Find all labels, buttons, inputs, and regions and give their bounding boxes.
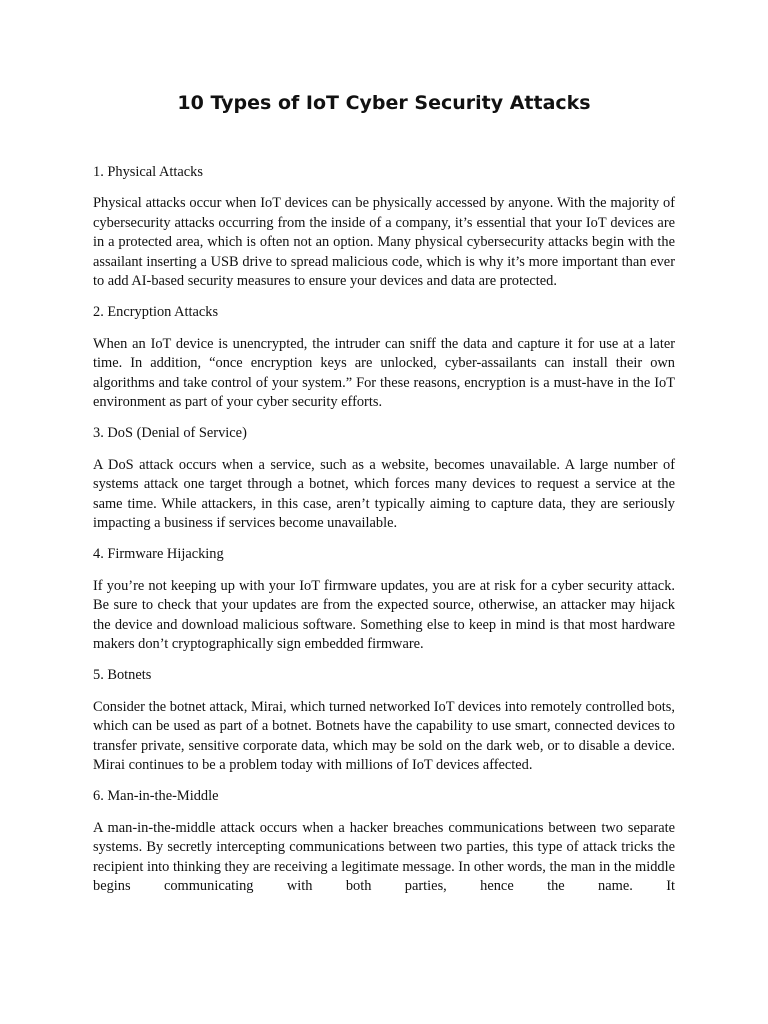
section-man-in-the-middle (93, 787, 675, 896)
section-heading: 3. DoS (Denial of Service) (93, 425, 247, 442)
section-dos (93, 424, 675, 533)
section-heading: 6. Man-in-the-Middle (93, 788, 219, 805)
section-heading: 1. Physical Attacks (93, 164, 203, 180)
section-firmware-hijacking (93, 545, 675, 654)
section-encryption-attacks (93, 303, 675, 412)
section-botnets (93, 666, 675, 775)
section-heading: 2. Encryption Attacks (93, 304, 219, 321)
section-physical-attacks (93, 163, 675, 291)
section-heading: 4. Firmware Hijacking (93, 546, 224, 563)
section-paragraph: If you’re not keeping up with your IoT firmware updates, you are at risk for a cyber security attack. Be sure to check that your updates are from the expected source, otherwise, an attacker may hijack the device and download malicious software. Something else to keep in mind is that most hardware makers don’t cryptographically sign embedded firmware. (93, 577, 675, 653)
document-body (93, 163, 675, 908)
document-title: 10 Types of IoT Cyber Security Attacks (177, 92, 591, 114)
section-paragraph: When an IoT device is unencrypted, the intruder can sniff the data and capture it for use at a later time. In addition, “once encryption keys are unlocked, cyber-assailants can install their own algorithms and take control of your system.” For these reasons, encryption is a must-have in the IoT environment as part of your cyber security efforts. (93, 335, 675, 411)
section-paragraph: A man-in-the-middle attack occurs when a hacker breaches communications between two separate systems. By secretly intercepting communications between two parties, this type of attack tricks the recipient into thinking they are receiving a legitimate message. In other words, the man in the middle begins communicating with both parties, hence the name. It (93, 819, 675, 895)
section-heading: 5. Botnets (93, 667, 152, 684)
section-paragraph: Physical attacks occur when IoT devices can be physically accessed by anyone. With the majority of cybersecurity attacks occurring from the inside of a company, it’s essential that your IoT devices are in a protected area, which is often not an option. Many physical cybersecurity attacks begin with the assailant inserting a USB drive to spread malicious code, which is why it’s more important than ever to add AI-based security measures to ensure your devices and data are protected. (93, 195, 675, 290)
section-paragraph: Consider the botnet attack, Mirai, which turned networked IoT devices into remotely controlled bots, which can be used as part of a botnet. Botnets have the capability to use smart, connected devices to transfer private, sensitive corporate data, which may be sold on the dark web, or to disable a device. Mirai continues to be a problem today with millions of IoT devices affected. (93, 698, 675, 774)
section-paragraph: A DoS attack occurs when a service, such as a website, becomes unavailable. A large number of systems attack one target through a botnet, which forces many devices to request a service at the same time. While attackers, in this case, aren’t typically aiming to capture data, they are seriously impacting a business if services become unavailable. (93, 456, 675, 532)
